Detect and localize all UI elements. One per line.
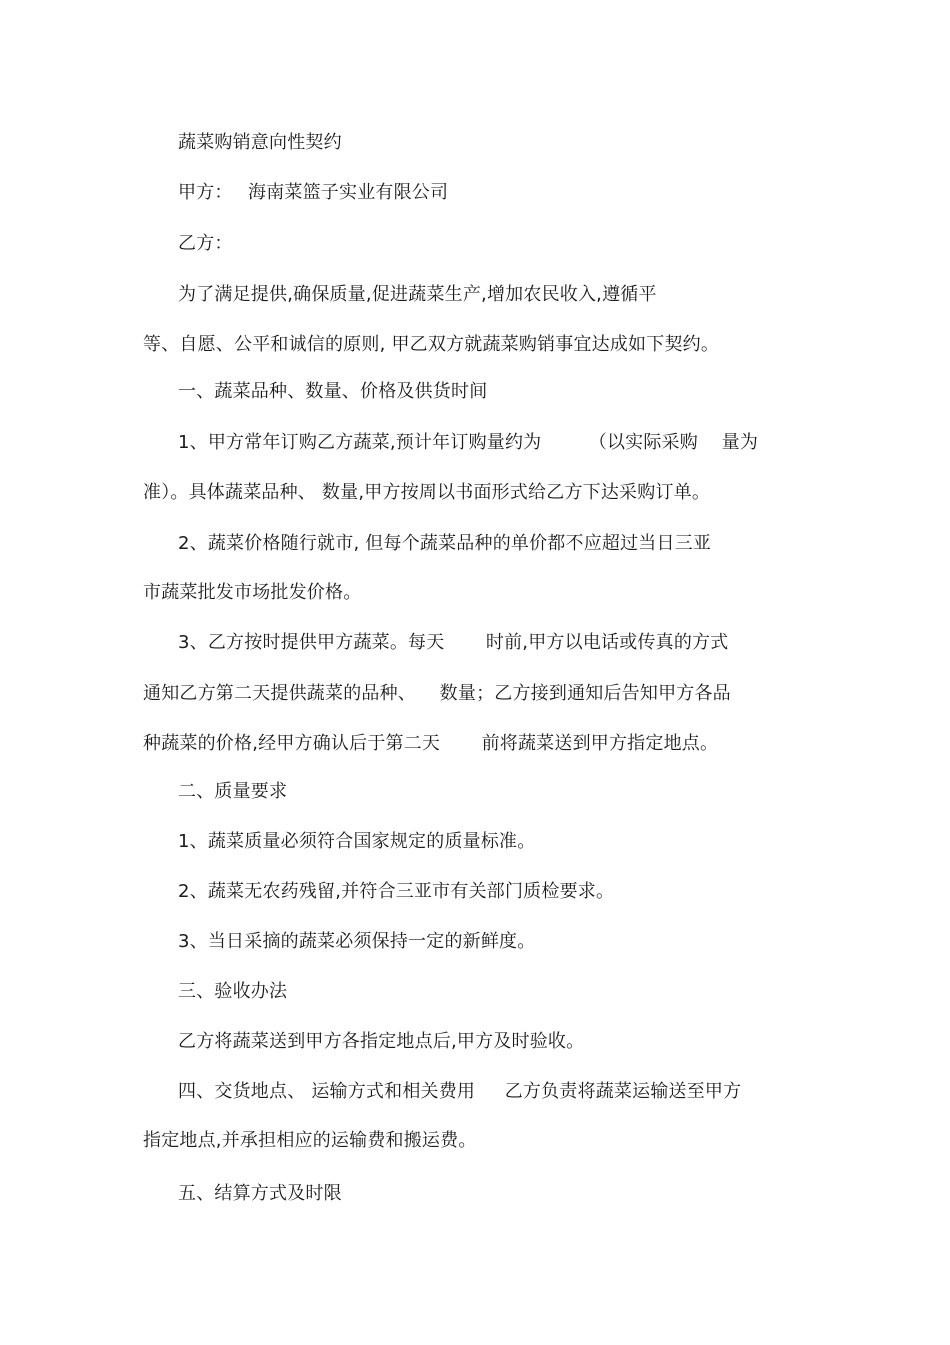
clause-3-1: 乙方将蔬菜送到甲方各指定地点后,甲方及时验收。 (178, 1031, 585, 1052)
section-2-heading: 二、质量要求 (178, 781, 288, 802)
clause-1-2-line-2: 市蔬菜批发市场批发价格。 (143, 582, 362, 603)
clause-1-3-line-2: 通知乙方第二天提供蔬菜的品种、 数量；乙方接到通知后告知甲方各品 (143, 683, 731, 704)
section-3-heading: 三、验收办法 (178, 981, 288, 1002)
section-4-line-2: 指定地点,并承担相应的运输费和搬运费。 (143, 1130, 477, 1151)
clause-1-2-line-1: 2、蔬菜价格随行就市, 但每个蔬菜品种的单价都不应超过当日三亚 (178, 533, 712, 554)
clause-2-3: 3、当日采摘的蔬菜必须保持一定的新鲜度。 (178, 931, 536, 952)
clause-2-1: 1、蔬菜质量必须符合国家规定的质量标准。 (178, 831, 536, 852)
preamble-line-2: 等、自愿、公平和诚信的原则, 甲乙双方就蔬菜购销事宜达成如下契约。 (143, 334, 720, 355)
party-a-name: 海南菜篮子实业有限公司 (248, 182, 449, 203)
clause-1-3-line-1: 3、乙方按时提供甲方蔬菜。每天 时前,甲方以电话或传真的方式 (178, 632, 729, 653)
section-5-heading: 五、结算方式及时限 (178, 1183, 342, 1204)
clause-2-2: 2、蔬菜无农药残留,并符合三亚市有关部门质检要求。 (178, 881, 615, 902)
clause-1-3-line-3: 种蔬菜的价格,经甲方确认后于第二天 前将蔬菜送到甲方指定地点。 (143, 733, 719, 754)
document-title: 蔬菜购销意向性契约 (178, 132, 342, 153)
section-4-line-1: 四、交货地点、 运输方式和相关费用 乙方负责将蔬菜运输送至甲方 (178, 1081, 742, 1102)
clause-1-1-line-1: 1、甲方常年订购乙方蔬菜,预计年订购量约为 （以实际采购 量为 (178, 432, 759, 453)
clause-1-1-line-2: 准）。具体蔬菜品种、 数量,甲方按周以书面形式给乙方下达采购订单。 (143, 482, 711, 503)
preamble-line-1: 为了满足提供,确保质量,促进蔬菜生产,增加农民收入,遵循平 (178, 284, 657, 305)
section-1-heading: 一、蔬菜品种、数量、价格及供货时间 (178, 381, 488, 402)
party-a-label: 甲方： (178, 182, 233, 203)
party-b-label: 乙方： (178, 233, 233, 254)
